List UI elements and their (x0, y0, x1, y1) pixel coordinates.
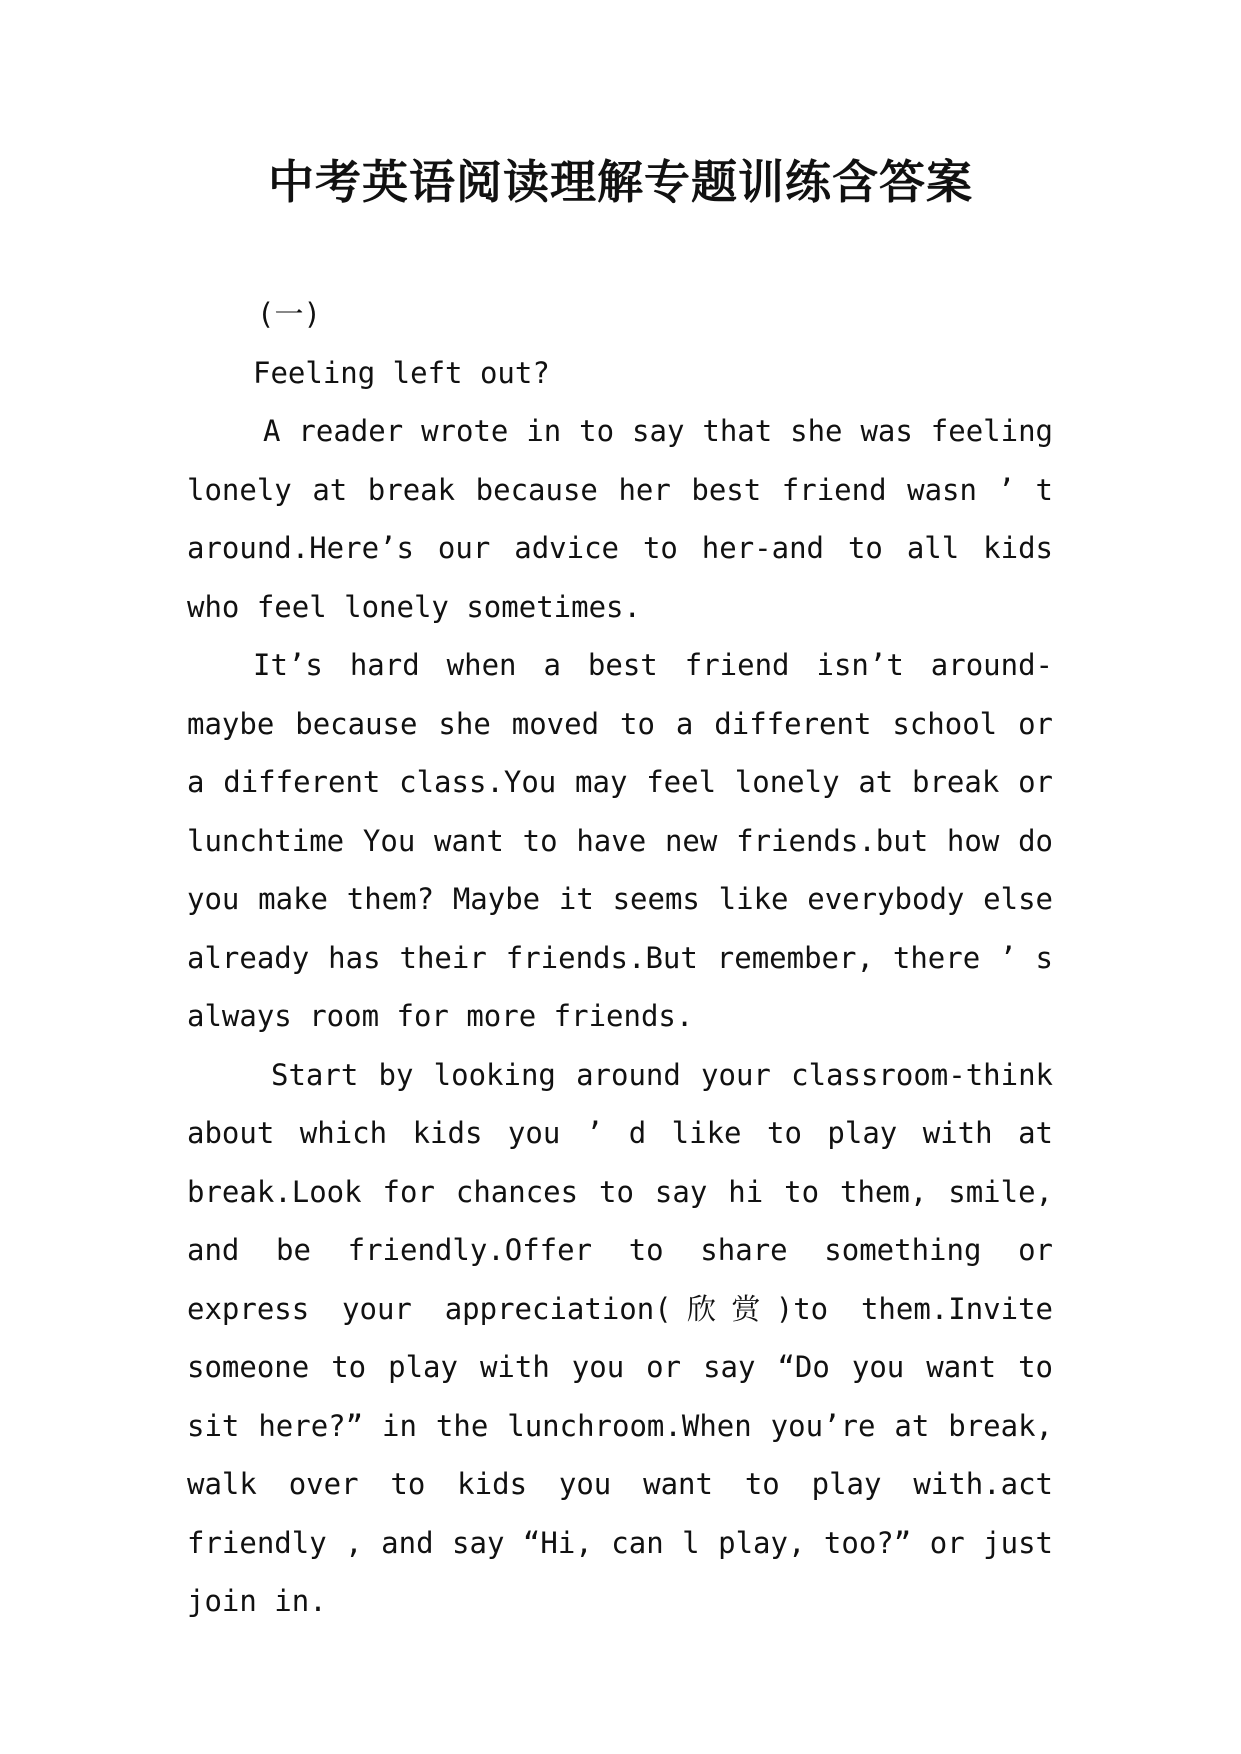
paragraph-2: It’s hard when a best friend isn’t around-maybe because she moved to a different school or a different class.You may feel lonely at break or lunchtime You want to have new friends.but how do you make them? Maybe it seems like everybody else already has their friends.But remember, there ’ s always room for more friends. (187, 648, 1053, 1033)
document-title: 中考英语阅读理解专题训练含答案 (268, 155, 973, 209)
section-mark: (一) (257, 297, 321, 331)
paragraph-1: A reader wrote in to say that she was feeling lonely at break because her best friend wasn ’ t around.Here’s our advice to her-and to all kids who feel lonely sometimes. (187, 414, 1053, 624)
passage-title: Feeling left out? (253, 355, 550, 390)
document-body (187, 285, 1053, 1631)
paragraph-3: Start by looking around your classroom-think about which kids you ’ d like to play with at break.Look for chances to say hi to them, smile, and be friendly.Offer to share something or express your appreciation(欣赏)to them.Invite someone to play with you or say “Do you want to sit here?” in the lunchroom.When you’re at break, walk over to kids you want to play with.act friendly , and say “Hi, can l play, too?” or just join in. (187, 1057, 1053, 1618)
